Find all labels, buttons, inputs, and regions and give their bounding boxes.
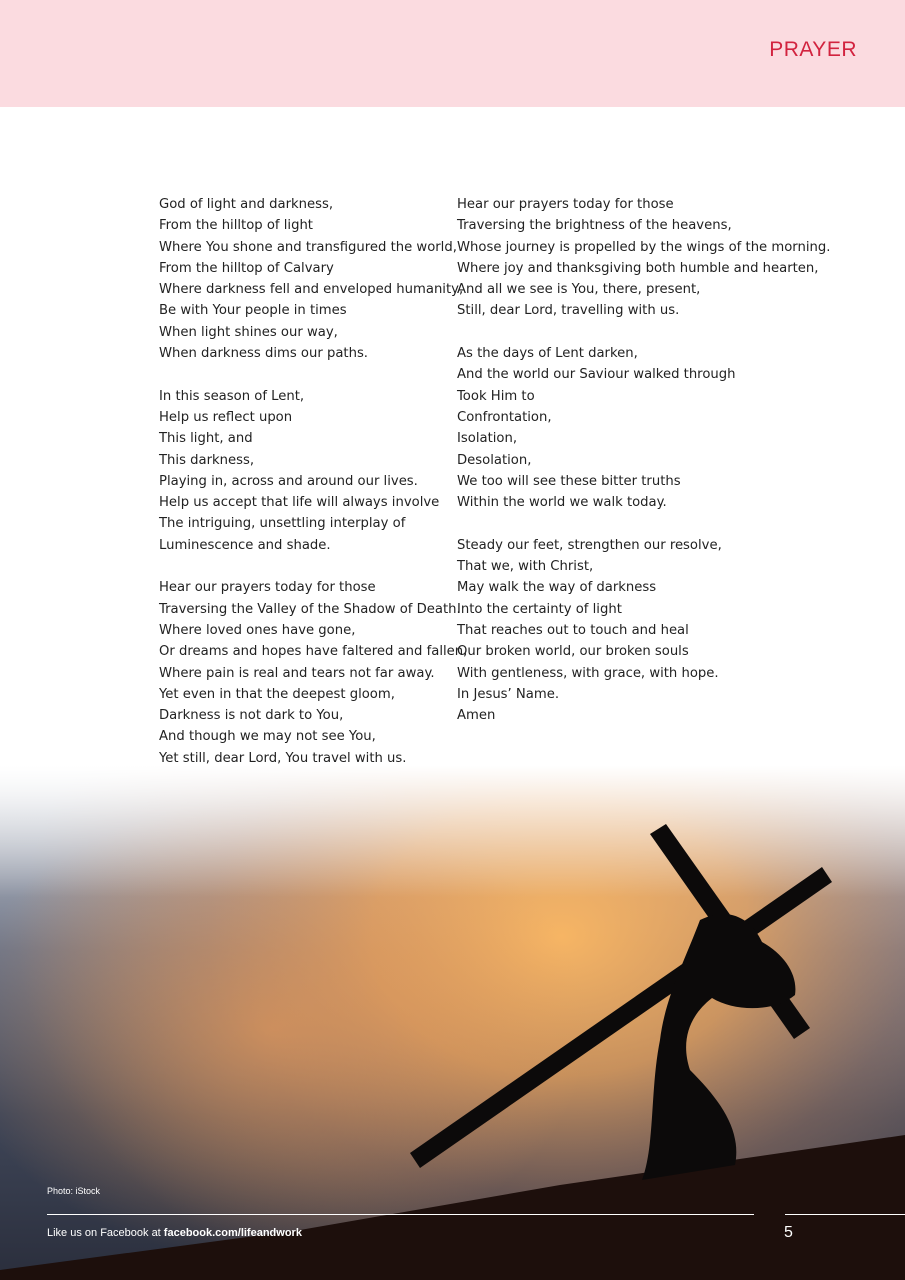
facebook-link[interactable]: facebook.com/lifeandwork [163, 1227, 302, 1239]
poem-line: When darkness dims our paths. [159, 346, 369, 362]
poem-line: From the hilltop of light [159, 218, 313, 234]
poem-line: Into the certainty of light [457, 601, 622, 617]
photo-credit: Photo: iStock [47, 1186, 101, 1196]
poem-line: Yet still, dear Lord, You travel with us. [159, 750, 407, 766]
poem-line: Traversing the brightness of the heavens, [457, 218, 732, 234]
poem-line: And all we see is You, there, present, [457, 282, 701, 298]
poem-line: We too will see these bitter truths [457, 473, 681, 489]
poem-line: Whose journey is propelled by the wings of the morning. [457, 239, 831, 255]
poem-line: Darkness is not dark to You, [159, 708, 344, 724]
stanza [457, 343, 897, 513]
footer-facebook-line [47, 1227, 302, 1239]
poem-line: Hear our prayers today for those [159, 580, 376, 596]
poem-line: Took Him to [457, 388, 535, 404]
poem-line: In this season of Lent, [159, 388, 305, 404]
poem-line: Luminescence and shade. [159, 537, 331, 553]
poem-line: Traversing the Valley of the Shadow of Death. [159, 601, 461, 617]
poem-line: Be with Your people in times [159, 303, 347, 319]
poem-line: Desolation, [457, 452, 532, 468]
poem-line: Where joy and thanksgiving both humble and hearten, [457, 260, 819, 276]
footer-divider [785, 1214, 905, 1215]
stanza [159, 386, 449, 556]
poem-line: That we, with Christ, [457, 559, 594, 575]
poem-line: From the hilltop of Calvary [159, 260, 334, 276]
poem-line: This darkness, [159, 452, 255, 468]
poem-line: When light shines our way, [159, 324, 338, 340]
poem-line: Isolation, [457, 431, 518, 447]
poem-line: Where You shone and transfigured the world, [159, 239, 457, 255]
poem-line: Where pain is real and tears not far away. [159, 665, 435, 681]
poem-line: Steady our feet, strengthen our resolve, [457, 537, 722, 553]
prayer-column-right [457, 194, 897, 748]
poem-line: Help us accept that life will always involve [159, 495, 440, 511]
footer-text: Like us on Facebook at [47, 1227, 164, 1239]
stanza [159, 194, 464, 364]
poem-line: Hear our prayers today for those [457, 197, 674, 212]
poem-line: Where loved ones have gone, [159, 622, 356, 638]
prayer-column-left [159, 194, 468, 790]
poem-line: Playing in, across and around our lives. [159, 473, 418, 489]
poem-line: Still, dear Lord, travelling with us. [457, 303, 680, 319]
poem-line: May walk the way of darkness [457, 580, 657, 596]
stanza [457, 194, 897, 322]
poem-line: Or dreams and hopes have faltered and fallen, [159, 644, 468, 660]
section-label: PRAYER [769, 38, 857, 61]
poem-line: The intriguing, unsettling interplay of [159, 516, 406, 532]
poem-line: With gentleness, with grace, with hope. [457, 665, 719, 681]
poem-line: Where darkness fell and enveloped humanity, [159, 282, 464, 298]
poem-line: Yet even in that the deepest gloom, [159, 686, 395, 702]
poem-line: That reaches out to touch and heal [457, 622, 689, 638]
stanza [159, 577, 468, 769]
poem-line: God of light and darkness, [159, 197, 334, 212]
poem-line: In Jesus’ Name. [457, 686, 560, 702]
poem-line: And though we may not see You, [159, 729, 376, 745]
poem-line: This light, and [159, 431, 253, 447]
poem-line: Our broken world, our broken souls [457, 644, 689, 660]
poem-line: As the days of Lent darken, [457, 346, 638, 362]
poem-line: Confrontation, [457, 409, 552, 425]
page-number: 5 [784, 1224, 793, 1241]
poem-line: Help us reflect upon [159, 409, 293, 425]
poem-line: And the world our Saviour walked through [457, 367, 736, 383]
poem-line: Within the world we walk today. [457, 495, 667, 511]
poem-line: Amen [457, 708, 496, 724]
footer-divider [47, 1214, 754, 1215]
stanza [457, 535, 897, 727]
page-header-band [0, 0, 905, 107]
